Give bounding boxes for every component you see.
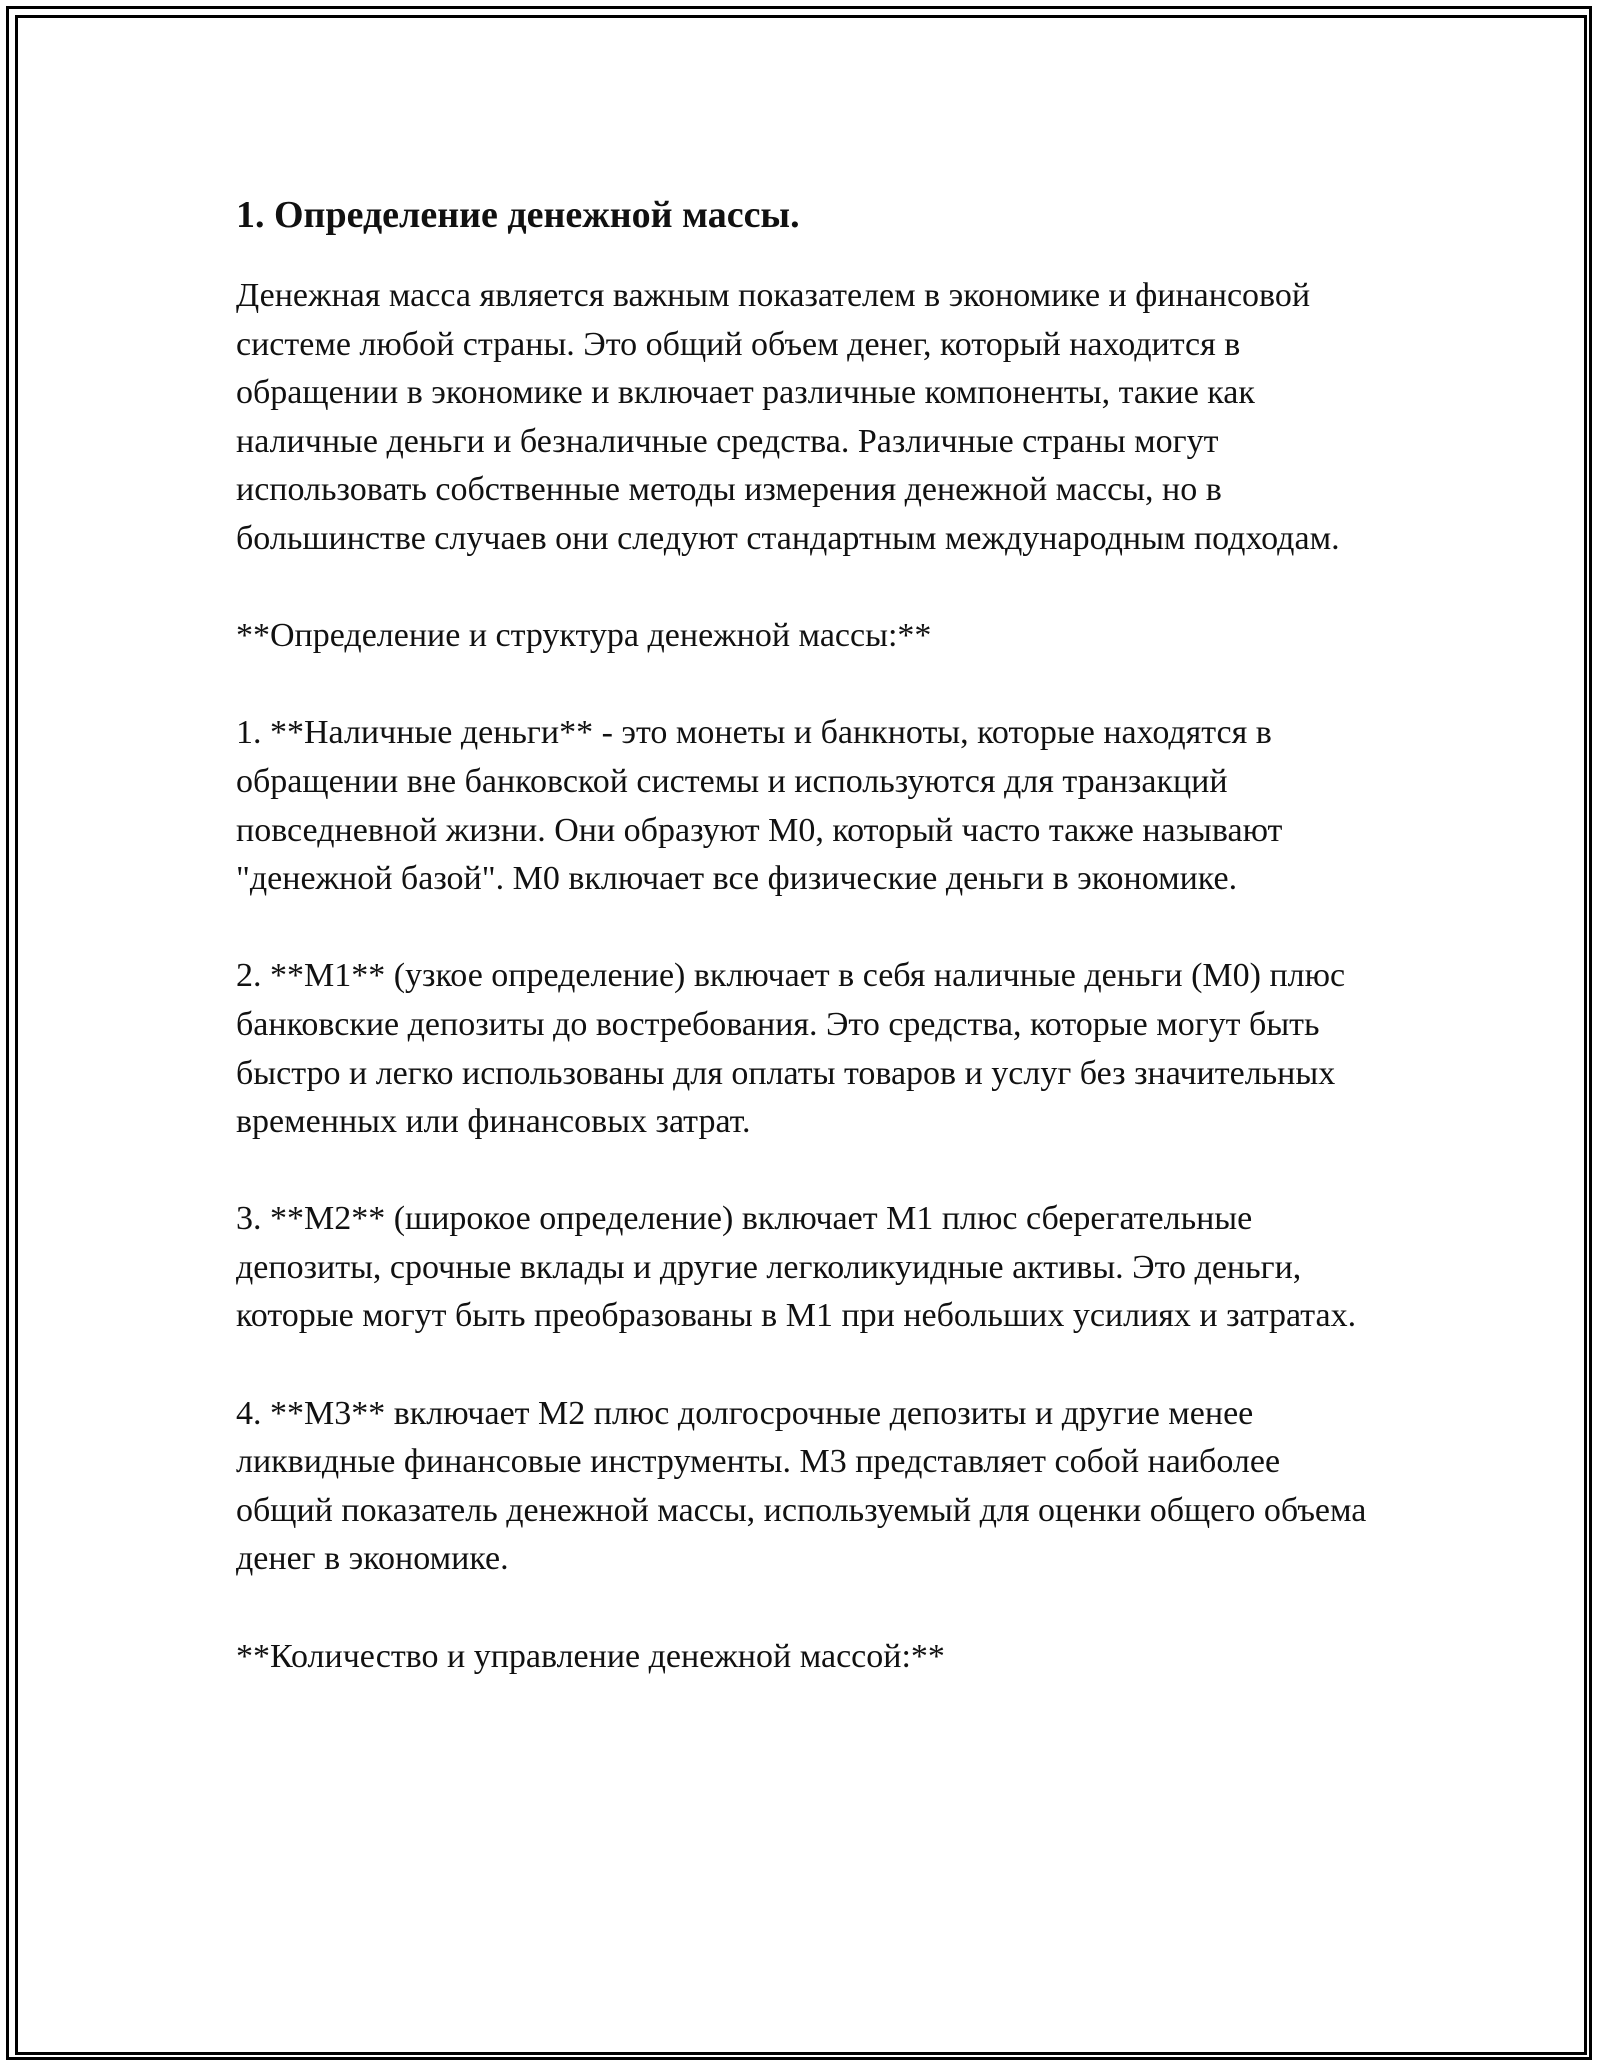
list-item-m3: 4. **М3** включает М2 плюс долгосрочные депозиты и другие менее ликвидные финансовые инструменты. М3 представляет собой наиболее общий показатель денежной массы, используемый для оценки общего объема денег в экономике. [236,1394,1367,1578]
list-item-cash-m0: 1. **Наличные деньги** - это монеты и банкноты, которые находятся в обращении вне банковской системы и используются для транзакций повседневной жизни. Они образуют М0, который часто также называют "денежной базой". М0 включает все физические деньги в экономике. [236,714,1283,898]
list-item-m1: 2. **М1** (узкое определение) включает в себя наличные деньги (М0) плюс банковские депозиты до востребования. Это средства, которые могут быть быстро и легко использованы для оплаты товаров и услуг без значительных временных или финансовых затрат. [236,957,1346,1141]
subheading-definition-structure: **Определение и структура денежной массы:** [236,617,932,655]
section-heading: 1. Определение денежной массы. [236,194,800,236]
list-item-m2: 3. **М2** (широкое определение) включает М1 плюс сберегательные депозиты, срочные вклады и другие легколикуидные активы. Это деньги, которые могут быть преобразованы в М1 при небольших усилиях и затратах. [236,1200,1357,1335]
document-page [236,182,1376,1681]
intro-paragraph: Денежная масса является важным показателем в экономике и финансовой системе любой страны. Это общий объем денег, который находится в обращении в экономике и включает различные компоненты, такие как наличные деньги и безналичные средства. Различные страны могут использовать собственные методы измерения денежной массы, но в большинстве случаев они следуют стандартным международным подходам. [236,277,1340,557]
subheading-quantity-management: **Количество и управление денежной массой:** [236,1637,945,1675]
